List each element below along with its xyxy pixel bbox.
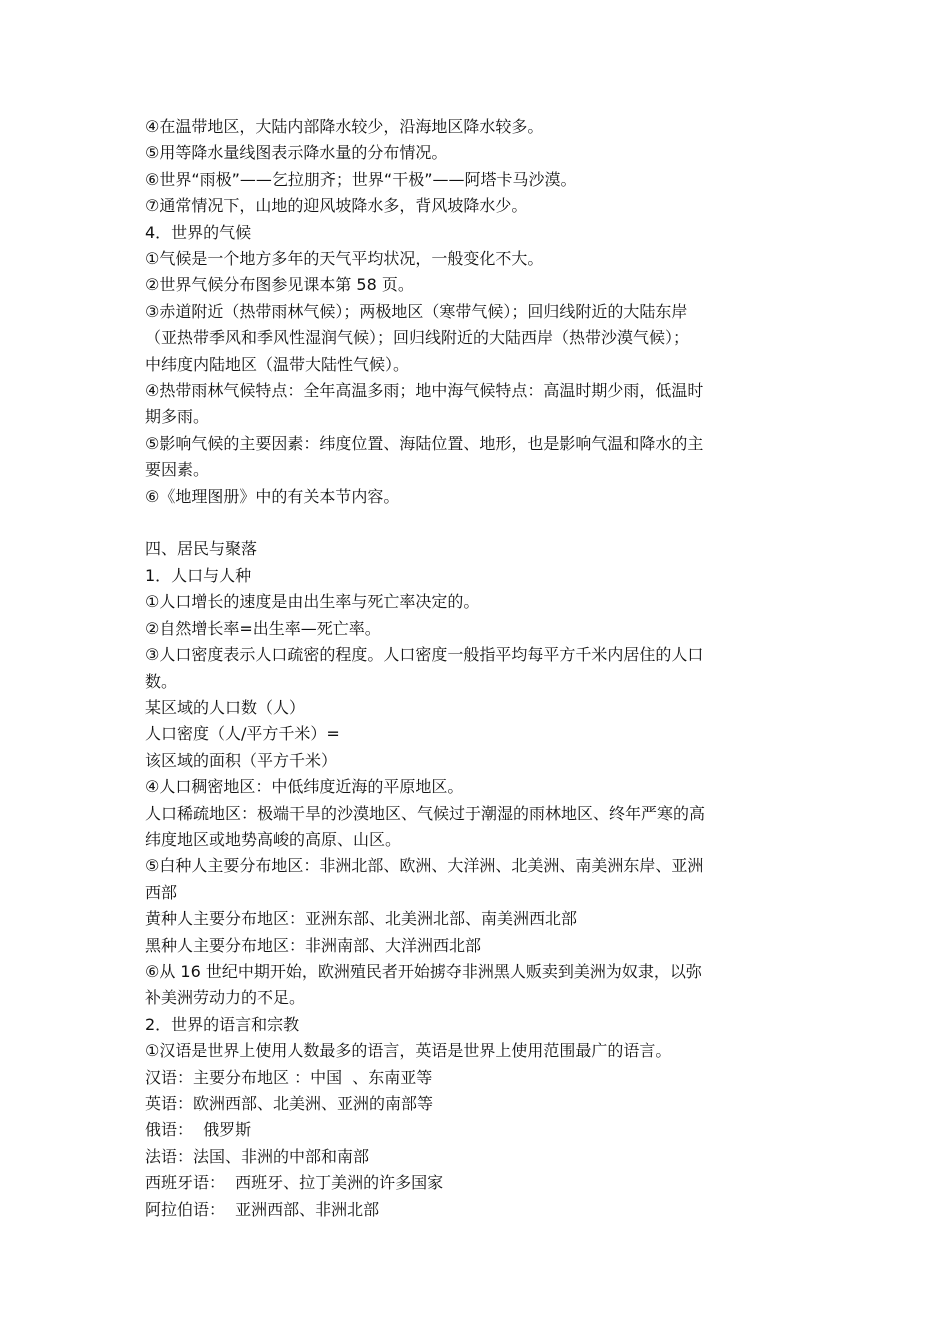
text-line: 中纬度内陆地区（温带大陆性气候）。 [145, 354, 410, 374]
text-line: 黑种人主要分布地区：非洲南部、大洋洲西北部 [145, 935, 482, 955]
text-line: ⑥从 16 世纪中期开始，欧洲殖民者开始掳夺非洲黑人贩卖到美洲为奴隶，以弥 [145, 961, 702, 981]
text-line: 黄种人主要分布地区：亚洲东部、北美洲北部、南美洲西北部 [145, 909, 578, 929]
formula-label: 人口密度（人/平方千米）= [145, 724, 340, 744]
text-line: ⑤影响气候的主要因素：纬度位置、海陆位置、地形，也是影响气温和降水的主 [145, 433, 704, 453]
text-line: 俄语： 俄罗斯 [145, 1120, 252, 1140]
text-line: 英语：欧洲西部、北美洲、亚洲的南部等 [145, 1094, 434, 1114]
blank-line [145, 510, 815, 536]
formula-denominator: 该区域的面积（平方千米） [145, 750, 338, 770]
text-line: ④在温带地区，大陆内部降水较少，沿海地区降水较多。 [145, 117, 544, 136]
text-line: 西班牙语： 西班牙、拉丁美洲的许多国家 [145, 1173, 444, 1193]
text-line: 汉语：主要分布地区 ：中国 、东南亚等 [145, 1067, 433, 1087]
text-line: ⑤用等降水量线图表示降水量的分布情况。 [145, 143, 448, 163]
section-heading: 2．世界的语言和宗教 [145, 1014, 300, 1034]
text-line: ③人口密度表示人口疏密的程度。人口密度一般指平均每平方千米内居住的人口 [145, 645, 704, 665]
text-line: ⑥世界“雨极”——乞拉朋齐；世界“干极”——阿塔卡马沙漠。 [145, 169, 577, 189]
text-line: ③赤道附近（热带雨林气候）；两极地区（寒带气候）；回归线附近的大陆东岸 [145, 301, 688, 321]
text-line: ④热带雨林气候特点：全年高温多雨；地中海气候特点：高温时期少雨，低温时 [145, 381, 704, 401]
text-line: ⑦通常情况下，山地的迎风坡降水多，背风坡降水少。 [145, 196, 528, 216]
text-line: ⑥《地理图册》中的有关本节内容。 [145, 486, 400, 506]
chapter-heading: 四、居民与聚落 [145, 539, 258, 559]
text-line: 阿拉伯语： 亚洲西部、非洲北部 [145, 1199, 380, 1219]
text-line: ①汉语是世界上使用人数最多的语言，英语是世界上使用范围最广的语言。 [145, 1041, 672, 1061]
text-line: ⑤白种人主要分布地区：非洲北部、欧洲、大洋洲、北美洲、南美洲东岸、亚洲 [145, 856, 704, 876]
text-line: ④人口稠密地区：中低纬度近海的平原地区。 [145, 777, 464, 797]
text-line: ②自然增长率=出生率—死亡率。 [145, 618, 381, 638]
text-line: 补美洲劳动力的不足。 [145, 988, 306, 1008]
text-line: 人口稀疏地区：极端干旱的沙漠地区、气候过于潮湿的雨林地区、终年严寒的高 [145, 803, 706, 823]
text-line: 西部 [145, 882, 178, 902]
text-line: ②世界气候分布图参见课本第 58 页。 [145, 275, 414, 295]
text-line: （亚热带季风和季风性湿润气候）；回归线附近的大陆西岸（热带沙漠气候）； [145, 328, 690, 348]
text-line: ①气候是一个地方多年的天气平均状况，一般变化不大。 [145, 249, 544, 269]
text-line: 数。 [145, 671, 178, 691]
formula-numerator: 某区域的人口数（人） [145, 697, 306, 717]
document-page [145, 114, 815, 1223]
text-line: ①人口增长的速度是由出生率与死亡率决定的。 [145, 592, 480, 612]
text-line: 期多雨。 [145, 407, 210, 427]
text-line: 要因素。 [145, 460, 210, 480]
text-line: 法语：法国、非洲的中部和南部 [145, 1146, 370, 1166]
section-heading: 1．人口与人种 [145, 565, 252, 585]
section-heading: 4．世界的气候 [145, 222, 252, 242]
text-line: 纬度地区或地势高峻的高原、山区。 [145, 829, 402, 849]
